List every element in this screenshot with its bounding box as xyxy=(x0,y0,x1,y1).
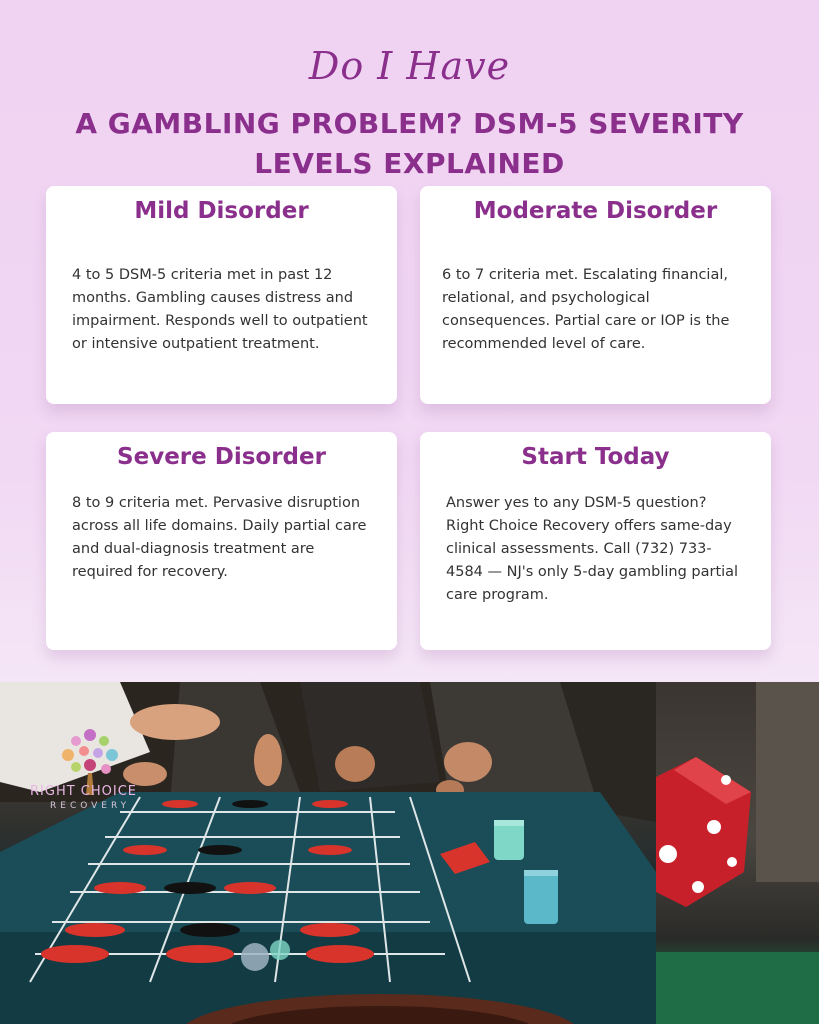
logo-subtitle: RECOVERY xyxy=(50,801,131,811)
card-severe-disorder xyxy=(46,432,397,650)
card-body: 4 to 5 DSM-5 criteria met in past 12 months. Gambling causes distress and impairment. Responds well to outpatient or intensive outpatient treatment. xyxy=(72,267,368,352)
card-title: Start Today xyxy=(521,444,670,470)
card-body: 6 to 7 criteria met. Escalating financial, relational, and psychological consequences. Partial care or IOP is the recommended level of care. xyxy=(442,267,730,352)
card-title: Severe Disorder xyxy=(117,444,326,470)
logo-name: RIGHT CHOICE xyxy=(30,784,137,799)
card-body: Answer yes to any DSM-5 question? Right Choice Recovery offers same-day clinical assessments. Call (732) 733-4584 — NJ's only 5-day gambling partial care program. xyxy=(446,495,739,603)
card-mild-disorder xyxy=(46,186,397,404)
page-title: A GAMBLING PROBLEM? DSM-5 SEVERITY LEVELS EXPLAINED xyxy=(75,107,744,180)
card-start-today xyxy=(420,432,771,650)
dice-illustration xyxy=(656,682,819,1024)
card-body: 8 to 9 criteria met. Pervasive disruption across all life domains. Daily partial care and dual-diagnosis treatment are required for recovery. xyxy=(72,495,367,580)
card-title: Moderate Disorder xyxy=(473,198,718,224)
dice-photo xyxy=(656,682,819,1024)
card-moderate-disorder xyxy=(420,186,771,404)
script-title: Do I Have xyxy=(308,44,511,88)
card-title: Mild Disorder xyxy=(134,198,309,224)
